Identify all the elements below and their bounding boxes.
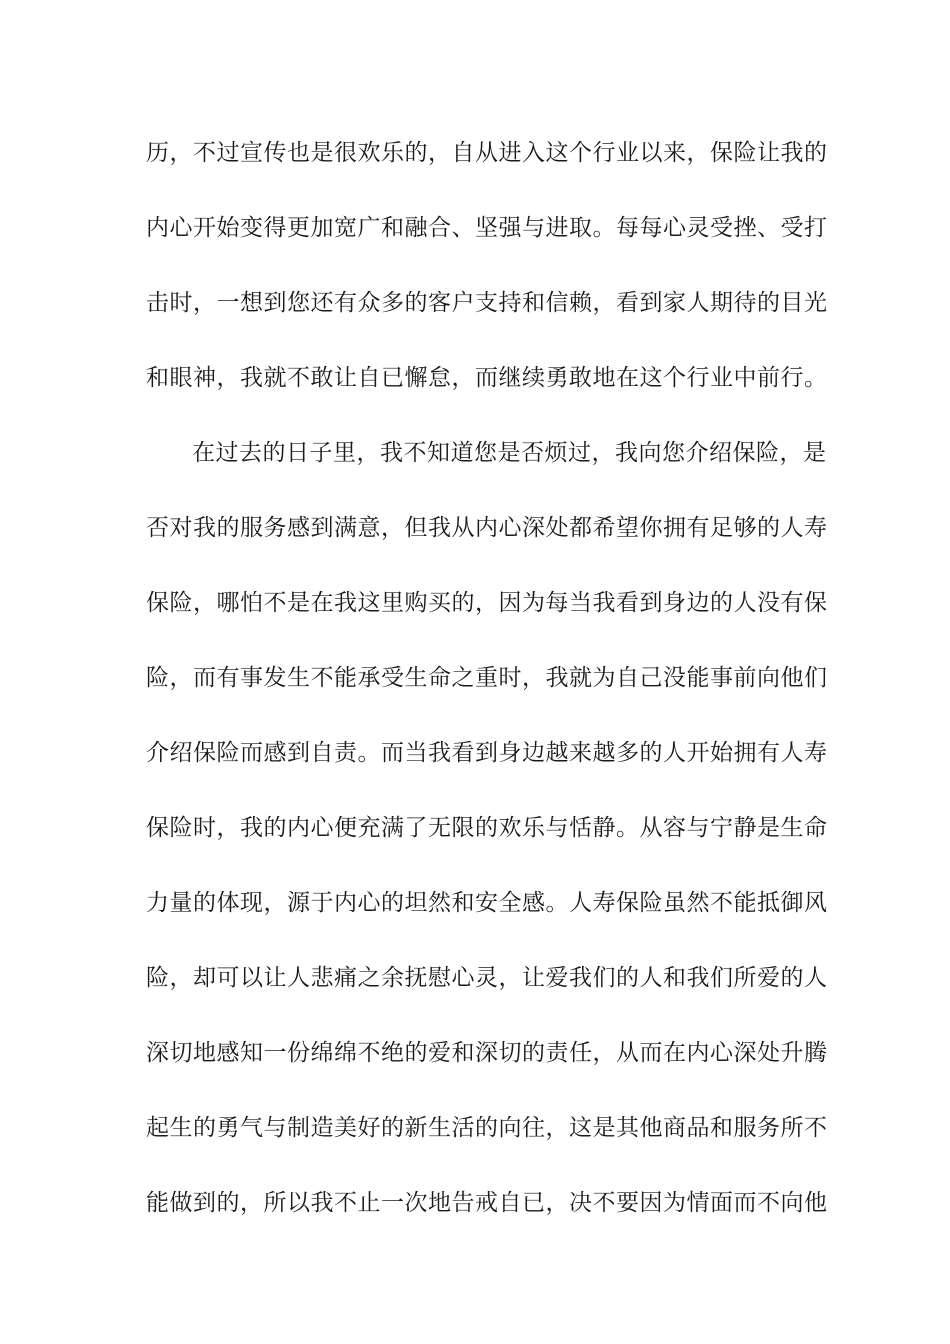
text-line: 保险时，我的内心便充满了无限的欢乐与恬静。从容与宁静是生命 [146, 815, 828, 841]
text-line: 内心开始变得更加宽广和融合、坚强与进取。每每心灵受挫、受打 [146, 215, 828, 241]
text-line: 险，却可以让人悲痛之余抚慰心灵，让爱我们的人和我们所爱的人 [146, 965, 828, 991]
text-line: 介绍保险而感到自责。而当我看到身边越来越多的人开始拥有人寿 [146, 740, 828, 766]
text-line: 否对我的服务感到满意，但我从内心深处都希望你拥有足够的人寿 [146, 515, 828, 541]
text-line: 力量的体现，源于内心的坦然和安全感。人寿保险虽然不能抵御风 [146, 890, 828, 916]
text-line: 深切地感知一份绵绵不绝的爱和深切的责任，从而在内心深处升腾 [146, 1040, 828, 1066]
text-line: 保险，哪怕不是在我这里购买的，因为每当我看到身边的人没有保 [146, 590, 828, 616]
text-line: 历，不过宣传也是很欢乐的，自从进入这个行业以来，保险让我的 [146, 140, 828, 166]
text-line: 险，而有事发生不能承受生命之重时，我就为自己没能事前向他们 [146, 665, 828, 691]
text-line: 在过去的日子里，我不知道您是否烦过，我向您介绍保险，是 [192, 440, 827, 466]
text-line: 击时，一想到您还有众多的客户支持和信赖，看到家人期待的目光 [146, 290, 828, 316]
text-line: 起生的勇气与制造美好的新生活的向往，这是其他商品和服务所不 [146, 1115, 828, 1141]
text-line: 能做到的，所以我不止一次地告戒自已，决不要因为情面而不向他 [146, 1190, 828, 1216]
text-line: 和眼神，我就不敢让自已懈怠，而继续勇敢地在这个行业中前行。 [146, 365, 828, 391]
